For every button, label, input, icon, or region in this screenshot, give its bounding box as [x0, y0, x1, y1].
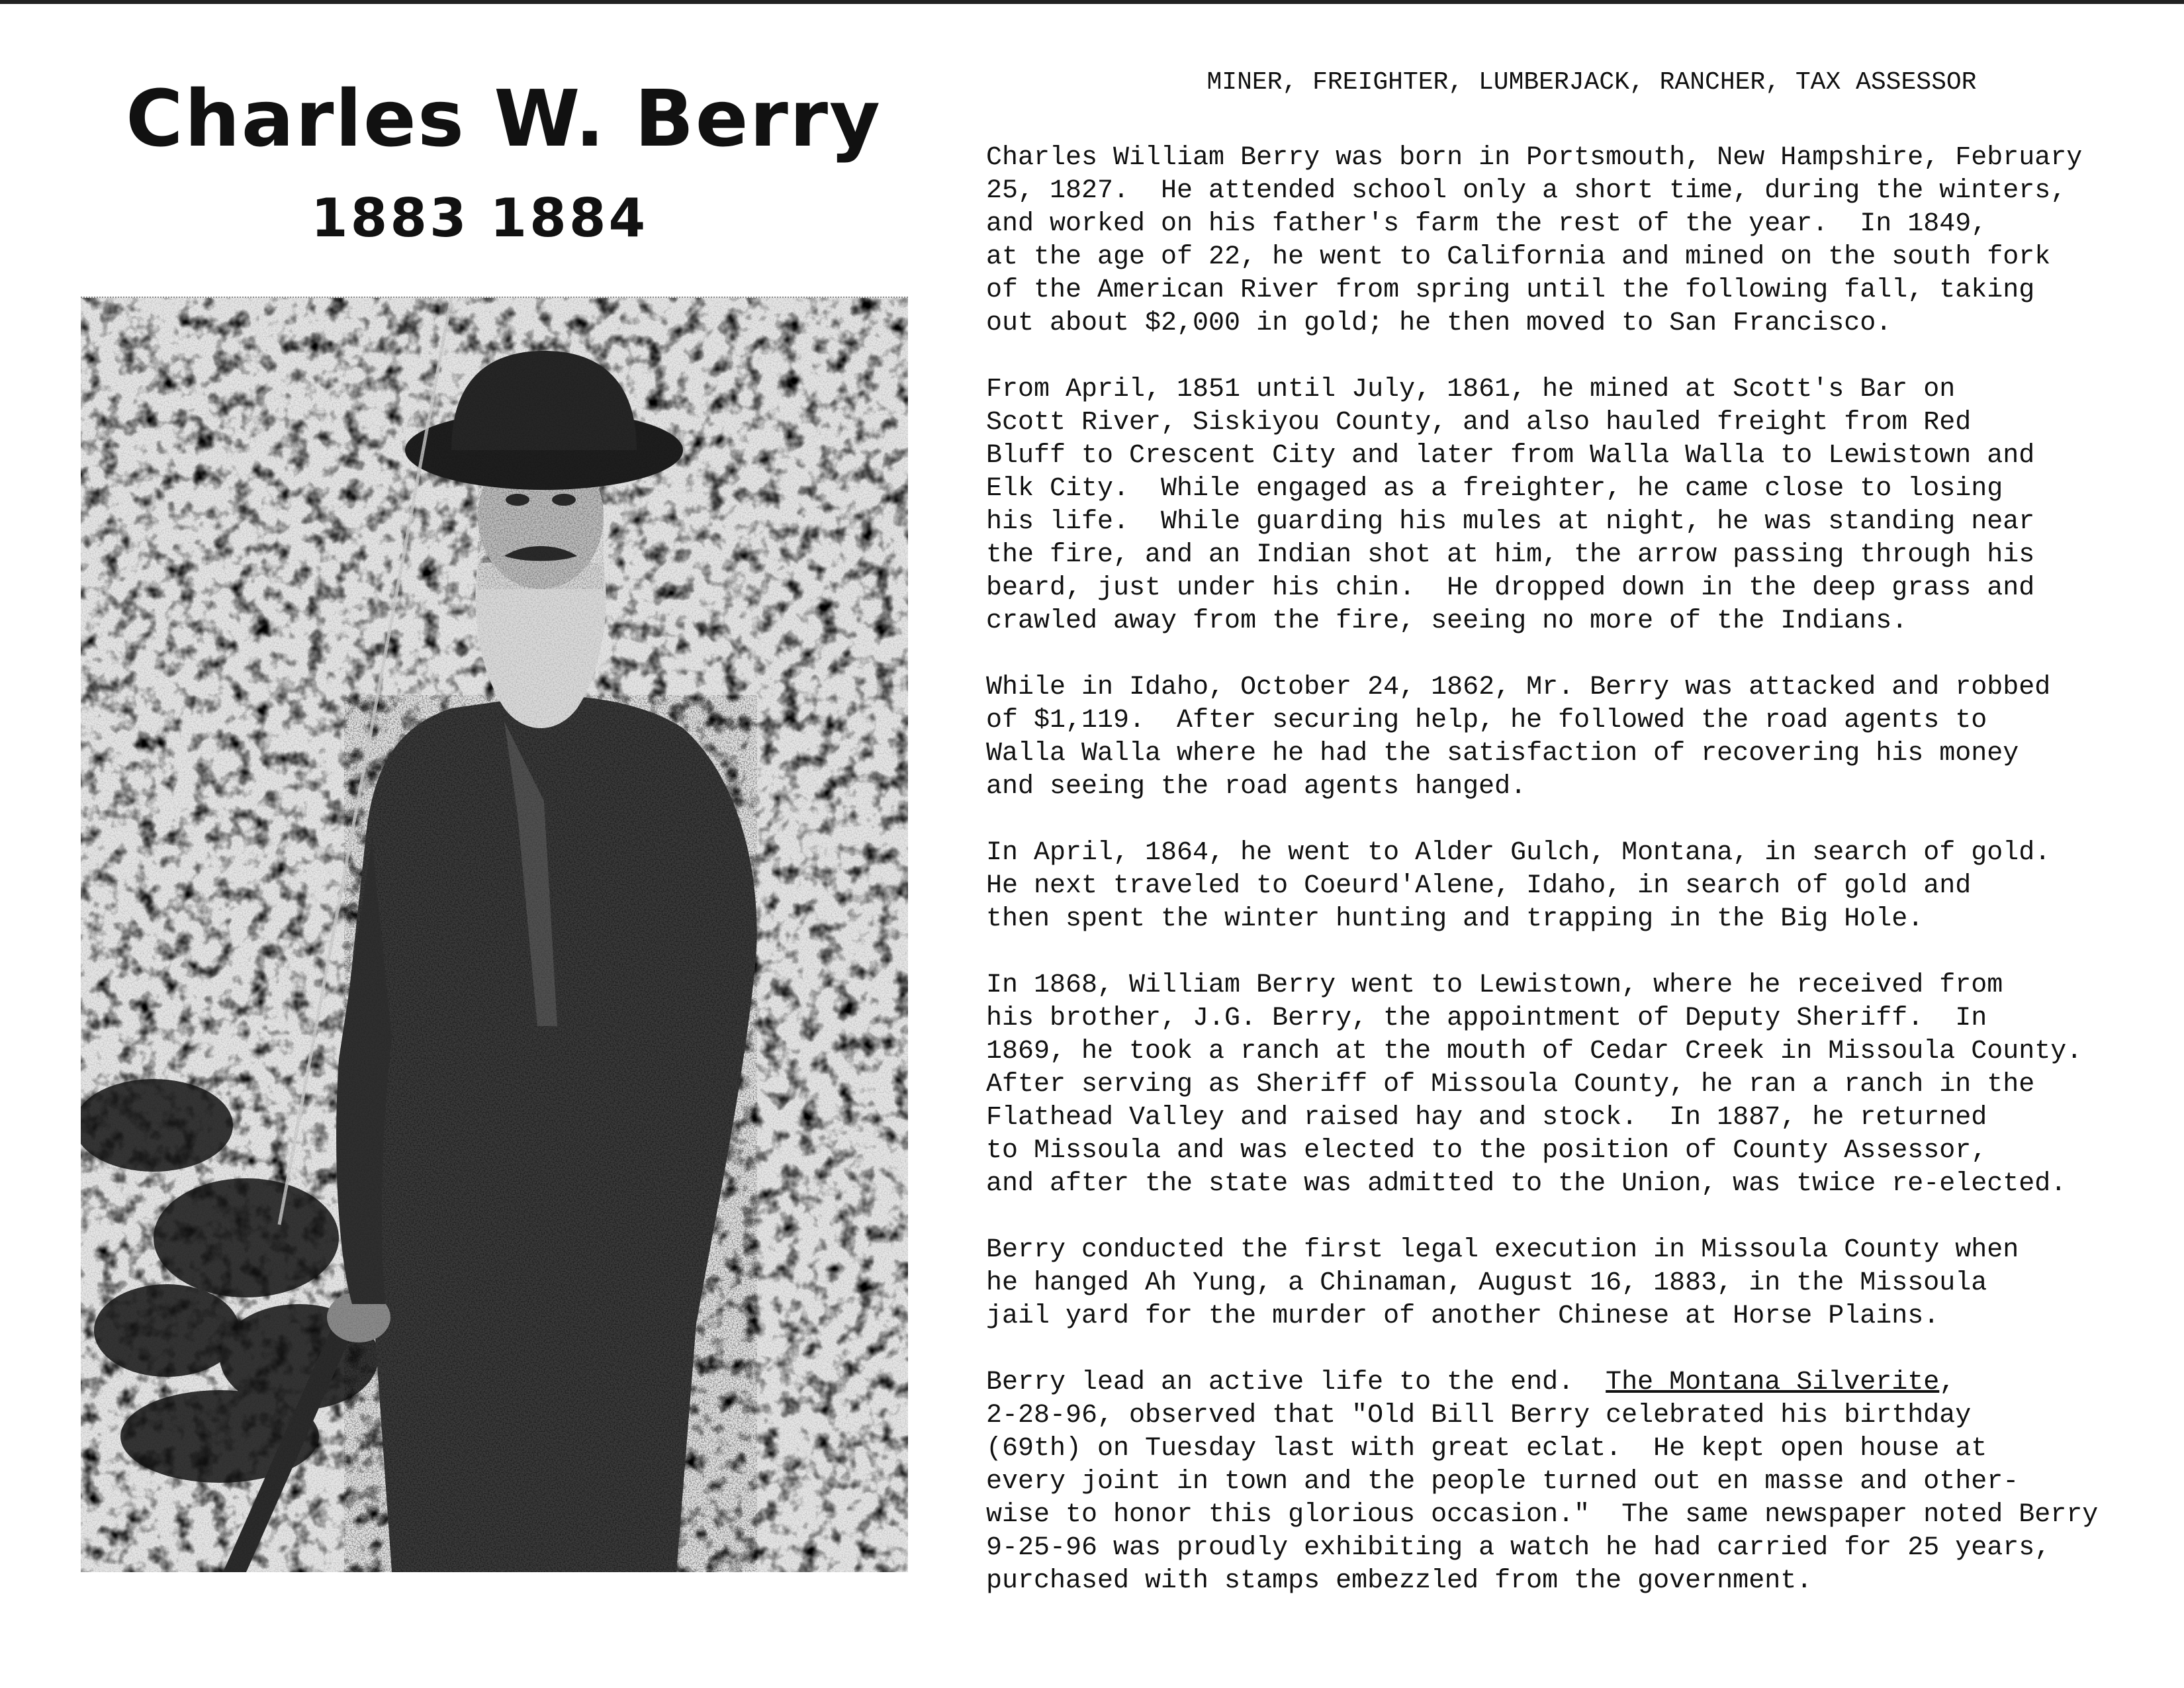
text-line: at the age of 22, he went to California and mined on the south fork: [986, 242, 2051, 272]
text-line: In April, 1864, he went to Alder Gulch, Montana, in search of gold.: [986, 838, 2051, 868]
text-line: jail yard for the murder of another Chinese at Horse Plains.: [986, 1301, 1940, 1331]
occupations-heading: MINER, FREIGHTER, LUMBERJACK, RANCHER, TAX ASSESSOR: [1206, 68, 1977, 97]
text-line: While in Idaho, October 24, 1862, Mr. Berry was attacked and robbed: [986, 673, 2051, 702]
text-line: Berry conducted the first legal execution in Missoula County when: [986, 1235, 2019, 1265]
paragraph-robbery: [986, 671, 2144, 804]
text-line: he hanged Ah Yung, a Chinaman, August 16, 1883, in the Missoula: [986, 1268, 1987, 1298]
portrait-photo: [81, 297, 908, 1572]
text-line: Elk City. While engaged as a freighter, he came close to losing: [986, 474, 2003, 504]
text-line: the fire, and an Indian shot at him, the arrow passing through his: [986, 540, 2035, 570]
text-line: After serving as Sheriff of Missoula County, he ran a ranch in the: [986, 1070, 2035, 1100]
text-line: Scott River, Siskiyou County, and also hauled freight from Red: [986, 408, 1972, 438]
text-line: Charles William Berry was born in Portsmouth, New Hampshire, February: [986, 143, 2083, 173]
line-suffix: ,: [1939, 1368, 1956, 1397]
text-line: to Missoula and was elected to the position of County Assessor,: [986, 1136, 1987, 1166]
text-line: and after the state was admitted to the Union, was twice re-elected.: [986, 1169, 2067, 1199]
text-line: purchased with stamps embezzled from the government.: [986, 1566, 1813, 1596]
text-line: Bluff to Crescent City and later from Walla Walla to Lewistown and: [986, 441, 2035, 471]
text-line: Walla Walla where he had the satisfaction of recovering his money: [986, 739, 2019, 769]
text-line: of the American River from spring until the following fall, taking: [986, 275, 2035, 305]
newspaper-title: The Montana Silverite: [1606, 1368, 1940, 1397]
text-line: From April, 1851 until July, 1861, he mined at Scott's Bar on: [986, 375, 1956, 404]
text-line: (69th) on Tuesday last with great eclat. He kept open house at: [986, 1434, 1987, 1464]
text-line: of $1,119. After securing help, he followed the road agents to: [986, 706, 1987, 735]
text-line: then spent the winter hunting and trapping in the Big Hole.: [986, 904, 1924, 934]
text-line: and seeing the road agents hanged.: [986, 772, 1527, 802]
text-line: 9-25-96 was proudly exhibiting a watch he had carried for 25 years,: [986, 1533, 2051, 1563]
line-prefix: Berry lead an active life to the end.: [986, 1368, 1606, 1397]
text-line: and worked on his father's farm the rest of the year. In 1849,: [986, 209, 1987, 239]
paragraph-execution: [986, 1234, 2144, 1333]
text-line: 2-28-96, observed that "Old Bill Berry celebrated his birthday: [986, 1401, 1972, 1430]
text-line: out about $2,000 in gold; he then moved to San Francisco.: [986, 308, 1892, 338]
left-column: [0, 0, 940, 1688]
paragraph-later-life: [986, 1366, 2144, 1598]
article-column: [986, 66, 2144, 1631]
person-name-heading: Charles W. Berry: [126, 73, 882, 164]
paragraph-freighter: [986, 373, 2144, 638]
portrait-photo-image: [81, 298, 908, 1572]
text-line: crawled away from the fire, seeing no more of the Indians.: [986, 606, 1908, 636]
paragraph-sheriff: [986, 969, 2144, 1201]
text-line: 1869, he took a ranch at the mouth of Cedar Creek in Missoula County.: [986, 1037, 2083, 1066]
text-line: beard, just under his chin. He dropped down in the deep grass and: [986, 573, 2035, 603]
paragraph-birth: [986, 142, 2144, 340]
text-line: his brother, J.G. Berry, the appointment of Deputy Sheriff. In: [986, 1004, 1987, 1033]
text-line: wise to honor this glorious occasion." The same newspaper noted Berry: [986, 1500, 2099, 1530]
paragraph-gold-search: [986, 837, 2144, 936]
text-line: [986, 1366, 2144, 1399]
text-line: He next traveled to Coeurd'Alene, Idaho, in search of gold and: [986, 871, 1972, 901]
text-line: 25, 1827. He attended school only a short time, during the winters,: [986, 176, 2067, 206]
text-line: his life. While guarding his mules at night, he was standing near: [986, 507, 2035, 537]
text-line: In 1868, William Berry went to Lewistown, where he received from: [986, 970, 2003, 1000]
text-line: every joint in town and the people turned out en masse and other-: [986, 1467, 2019, 1497]
text-line: Flathead Valley and raised hay and stock. In 1887, he returned: [986, 1103, 1987, 1133]
term-years-heading: 1883 1884: [311, 187, 649, 249]
